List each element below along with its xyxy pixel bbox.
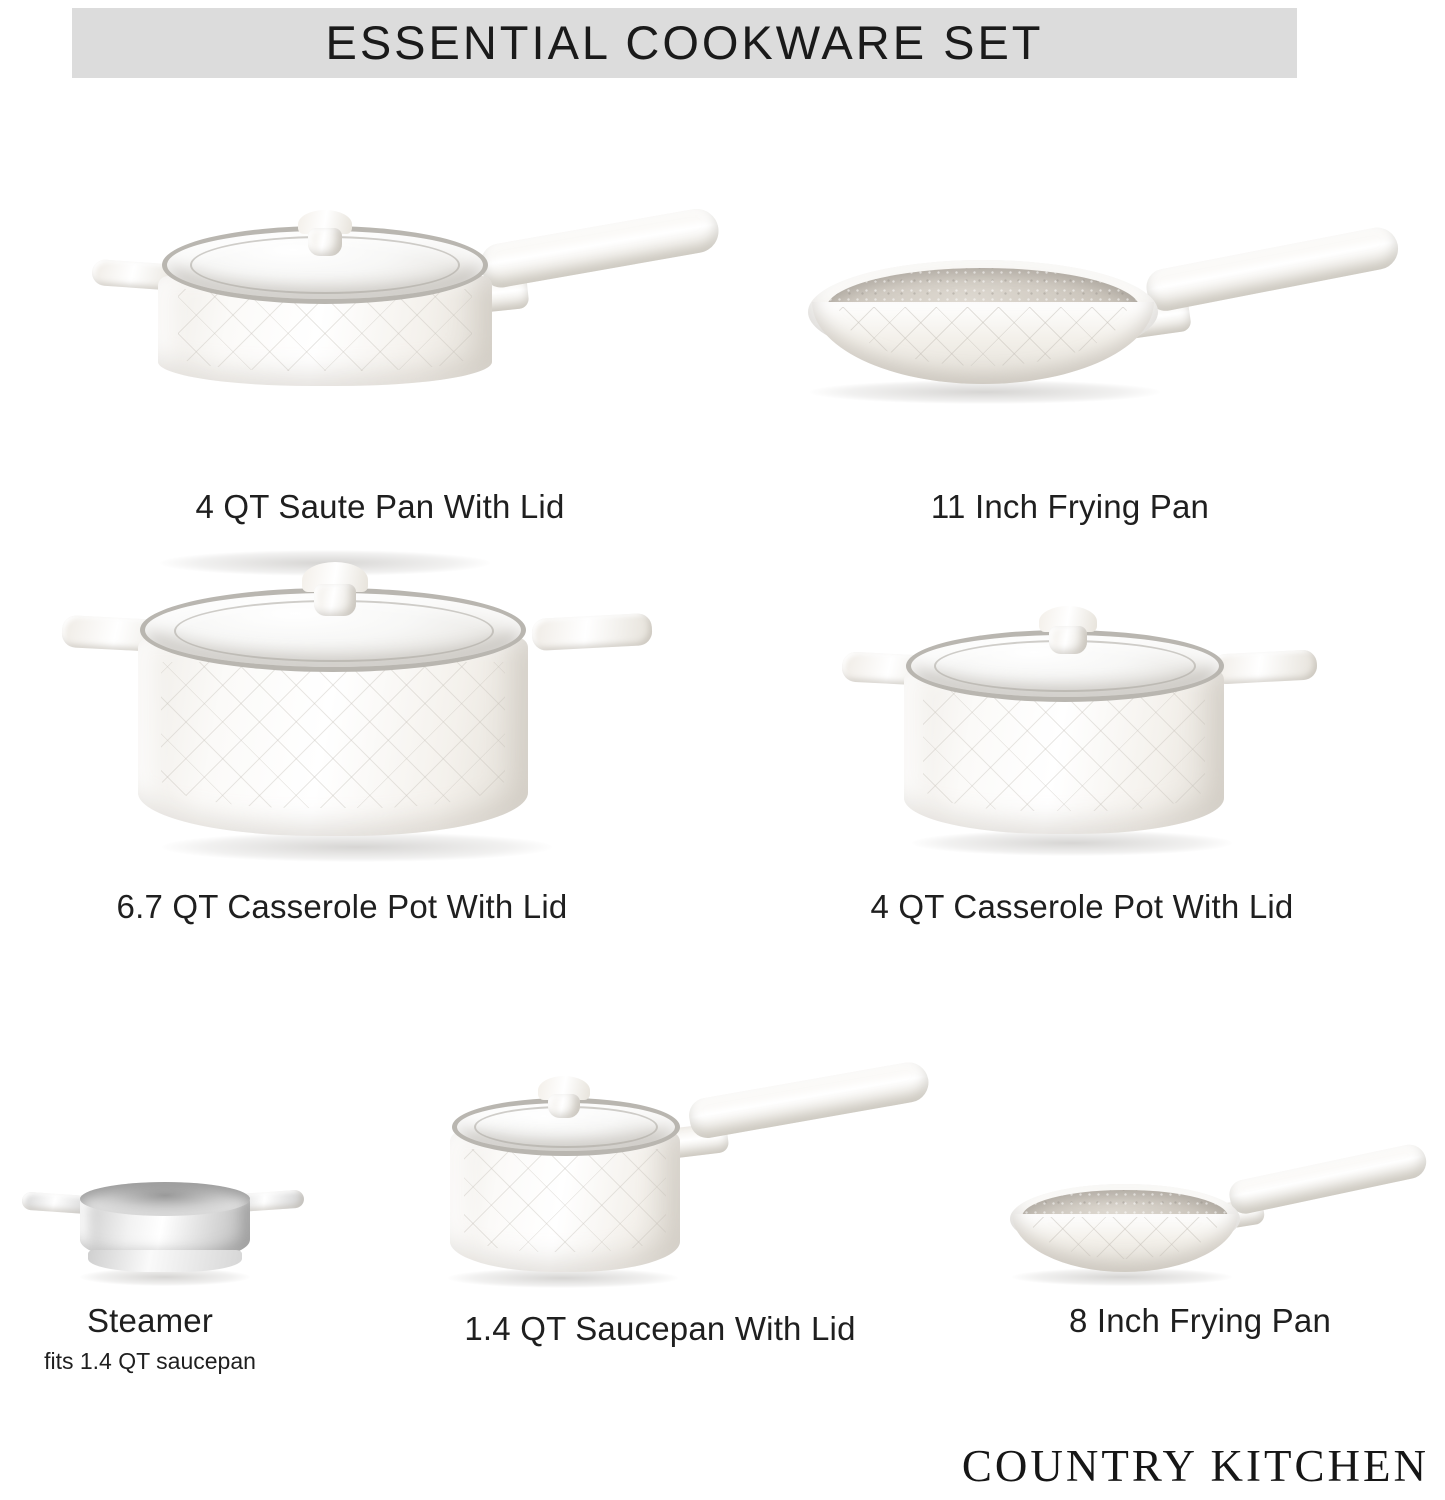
lid-knob: [308, 228, 342, 256]
pan-handle: [1227, 1142, 1430, 1217]
steamer-base-ring: [88, 1250, 242, 1272]
product-label: 4 QT Casserole Pot With Lid: [870, 888, 1294, 925]
saucepan-with-lid-image: [340, 1040, 980, 1290]
product-label: 11 Inch Frying Pan: [930, 488, 1210, 525]
product-cell-casserole-pot-6-7qt: [0, 520, 692, 926]
casserole-pot-with-lid-image: [0, 520, 692, 850]
steamer-basket-opening: [80, 1182, 250, 1216]
side-handle-right: [531, 613, 653, 651]
product-cell-saute-pan-4qt: [50, 190, 710, 526]
saute-pan-with-lid-image: [50, 190, 710, 430]
lid-knob: [548, 1094, 580, 1118]
pan-handle: [686, 1059, 931, 1140]
product-cell-steamer: [0, 1090, 320, 1375]
casserole-pot-with-lid-image: [752, 520, 1412, 850]
pan-handle: [478, 205, 722, 290]
pan-handle: [1143, 224, 1401, 314]
frying-pan-image: [740, 190, 1400, 430]
pan-exterior-skirt: [812, 302, 1154, 384]
drop-shadow: [162, 832, 552, 862]
pan-exterior-skirt: [1012, 1214, 1238, 1272]
frying-pan-image: [960, 1090, 1440, 1290]
product-label: 8 Inch Frying Pan: [1068, 1302, 1332, 1339]
product-cell-saucepan-1-4qt: [340, 1040, 980, 1348]
page-title: ESSENTIAL COOKWARE SET: [325, 16, 1044, 69]
product-label: Steamer: [86, 1302, 214, 1339]
product-label: 6.7 QT Casserole Pot With Lid: [116, 888, 568, 925]
lid-knob: [314, 584, 356, 616]
product-cell-frying-pan-8in: [960, 1090, 1440, 1340]
product-label: 4 QT Saute Pan With Lid: [195, 488, 565, 525]
product-sublabel: fits 1.4 QT saucepan: [44, 1348, 256, 1374]
side-handle-right: [1211, 649, 1317, 684]
product-cell-casserole-pot-4qt: [752, 520, 1412, 926]
lid-knob: [1049, 626, 1087, 654]
brand-logo: COUNTRY KITCHEN: [961, 1441, 1429, 1491]
product-cell-frying-pan-11in: [740, 190, 1400, 526]
product-label: 1.4 QT Saucepan With Lid: [464, 1310, 856, 1347]
steamer-insert-image: [0, 1090, 320, 1290]
